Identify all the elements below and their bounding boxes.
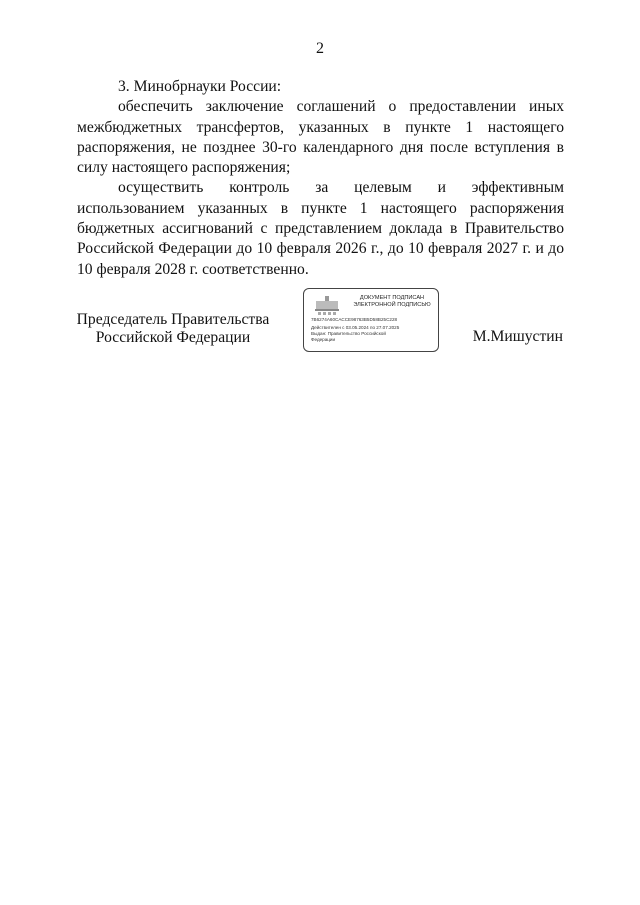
signer-name: М.Мишустин [472, 328, 563, 345]
stamp-validity: Действителен с 03.05.2024 по 27.07.2025 [311, 325, 400, 330]
signer-title-line1: Председатель Правительства [76, 311, 270, 328]
stamp-title-line1: ДОКУМЕНТ ПОДПИСАН [359, 295, 425, 301]
coat-of-arms-icon [312, 295, 342, 317]
stamp-issuer-line2: Федерации [311, 337, 336, 342]
electronic-signature-stamp [303, 288, 439, 352]
stamp-title-line2: ЭЛЕКТРОННОЙ ПОДПИСЬЮ [353, 302, 431, 308]
document-body [77, 77, 564, 280]
signer-title [70, 311, 276, 347]
page-number: 2 [316, 40, 324, 57]
signer-title-line2: Российской Федерации [95, 329, 251, 346]
stamp-certificate: 7B6274A60CACCE98763B5D58B25C228 [311, 317, 398, 322]
stamp-title [348, 295, 436, 309]
stamp-issuer-line1: Выдан: Правительство Российской [311, 331, 386, 336]
section-heading: 3. Минобрнауки России: [118, 78, 282, 95]
paragraph-control: осуществить контроль за целевым и эффективным использованием указанных в пункте 1 настоящего распоряжения бюджетных ассигнований с представлением доклада в Правительство Российской Федерации до 10 февраля 2026 г., до 10 февраля 2027 г. и до 10 февраля 2028 г. соответственно. [77, 179, 564, 278]
paragraph-agreements: обеспечить заключение соглашений о предоставлении иных межбюджетных трансфертов, указанных в пункте 1 настоящего распоряжения, не позднее 30-го календарного дня после вступления в силу настоящего распоряжения; [77, 98, 564, 177]
